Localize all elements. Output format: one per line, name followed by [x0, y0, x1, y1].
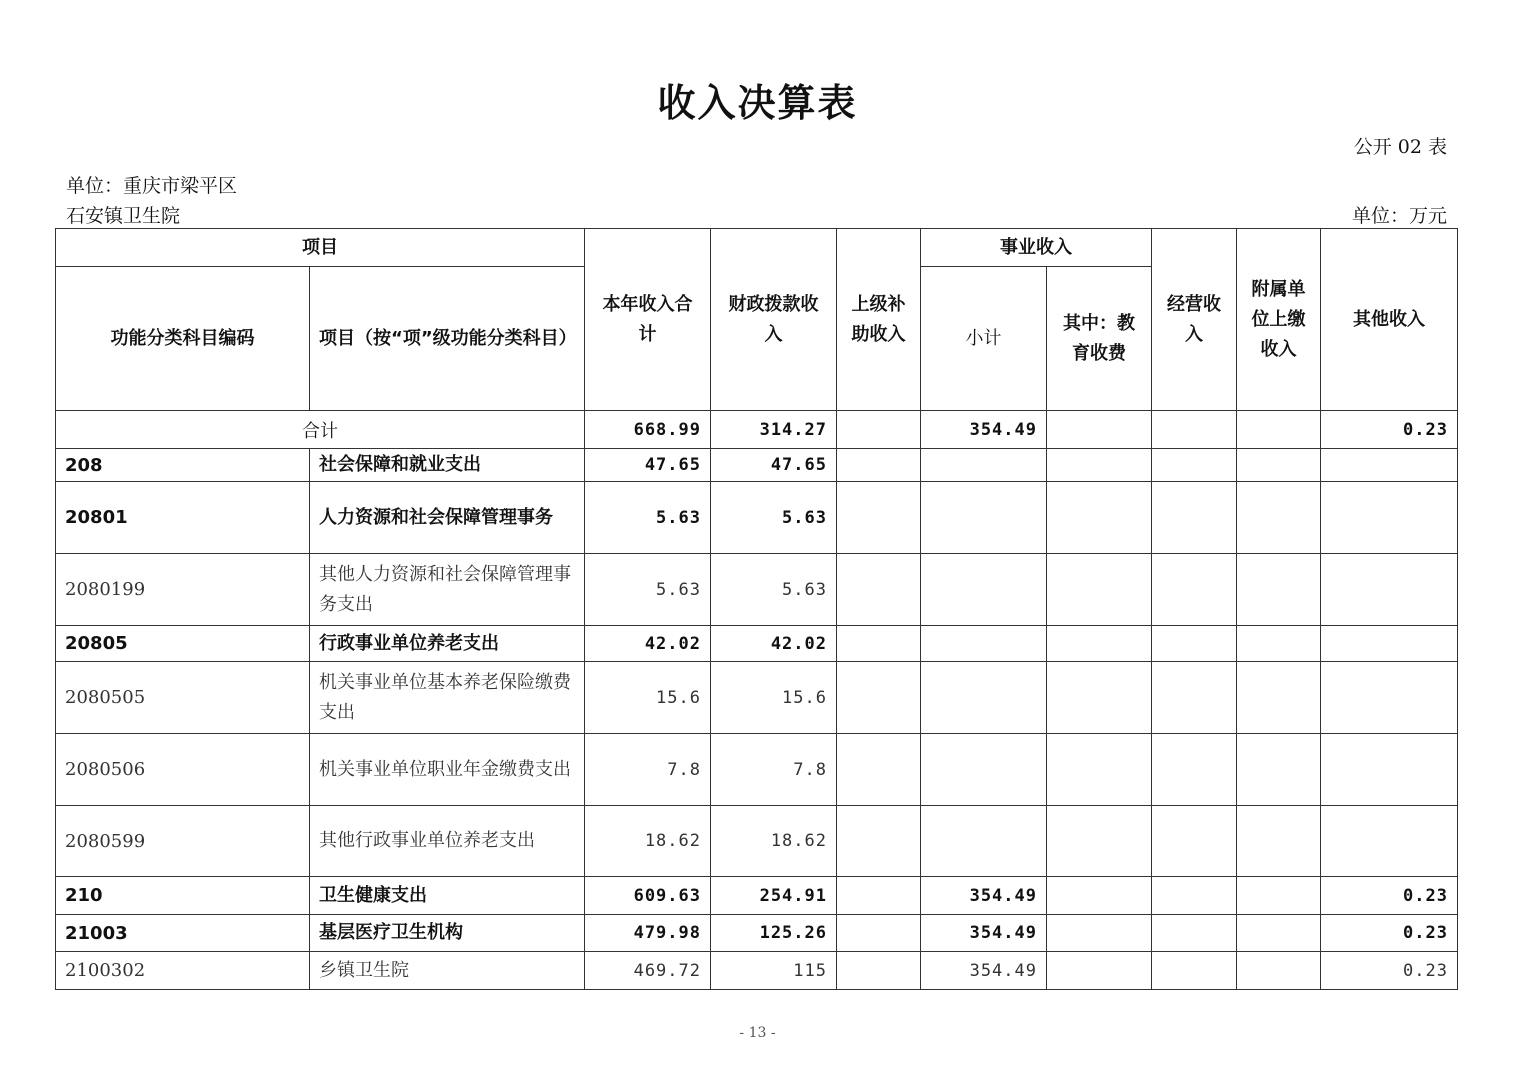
row-cell-superior: [837, 554, 921, 626]
table-row: [56, 806, 1458, 877]
header-superior: 上级补助收入: [837, 229, 921, 411]
table-row: [56, 482, 1458, 554]
row-cell-total: 15.6: [585, 662, 711, 734]
row-cell-operating: [1152, 952, 1237, 990]
header-business-group: 事业收入: [921, 229, 1152, 267]
row-cell-superior: [837, 877, 921, 915]
row-cell-affiliated: [1237, 915, 1321, 952]
row-cell-superior: [837, 482, 921, 554]
row-code: 2080599: [56, 806, 310, 877]
row-name: 机关事业单位基本养老保险缴费支出: [310, 662, 585, 734]
row-name: 基层医疗卫生机构: [310, 915, 585, 952]
row-cell-fiscal: 42.02: [711, 626, 837, 662]
header-other: 其他收入: [1321, 229, 1458, 411]
row-cell-operating: [1152, 734, 1237, 806]
row-cell-operating: [1152, 482, 1237, 554]
row-name: 卫生健康支出: [310, 877, 585, 915]
row-name: 乡镇卫生院: [310, 952, 585, 990]
row-cell-subtotal: 354.49: [921, 915, 1047, 952]
row-name: 行政事业单位养老支出: [310, 626, 585, 662]
row-code: 21003: [56, 915, 310, 952]
row-code: 2080199: [56, 554, 310, 626]
row-cell-education: [1047, 626, 1152, 662]
header-education: 其中：教育收费: [1047, 267, 1152, 411]
row-cell-operating: [1152, 877, 1237, 915]
row-cell-other: [1321, 626, 1458, 662]
row-cell-education: [1047, 554, 1152, 626]
row-cell-other: 0.23: [1321, 952, 1458, 990]
table-row: [56, 734, 1458, 806]
row-cell-education: [1047, 662, 1152, 734]
row-cell-subtotal: [921, 449, 1047, 482]
total-cell-other: 0.23: [1321, 411, 1458, 449]
table-row: [56, 952, 1458, 990]
row-cell-fiscal: 125.26: [711, 915, 837, 952]
total-cell-fiscal: 314.27: [711, 411, 837, 449]
row-cell-operating: [1152, 626, 1237, 662]
page-title: 收入决算表: [657, 81, 858, 125]
table-row: [56, 877, 1458, 915]
row-cell-superior: [837, 734, 921, 806]
row-cell-operating: [1152, 554, 1237, 626]
unit-label-line2: 石安镇卫生院: [66, 205, 181, 227]
row-cell-subtotal: [921, 626, 1047, 662]
row-cell-operating: [1152, 662, 1237, 734]
row-cell-other: [1321, 806, 1458, 877]
total-cell-superior: [837, 411, 921, 449]
row-cell-education: [1047, 915, 1152, 952]
row-cell-fiscal: 47.65: [711, 449, 837, 482]
total-cell-subtotal: 354.49: [921, 411, 1047, 449]
row-cell-fiscal: 254.91: [711, 877, 837, 915]
header-name: 项目（按“项”级功能分类科目）: [310, 267, 585, 411]
row-cell-superior: [837, 915, 921, 952]
row-cell-fiscal: 7.8: [711, 734, 837, 806]
row-cell-fiscal: 5.63: [711, 482, 837, 554]
table-body: [56, 449, 1458, 990]
header-code: 功能分类科目编码: [56, 267, 310, 411]
row-cell-affiliated: [1237, 877, 1321, 915]
row-cell-total: 469.72: [585, 952, 711, 990]
row-cell-total: 42.02: [585, 626, 711, 662]
row-code: 20805: [56, 626, 310, 662]
row-cell-superior: [837, 626, 921, 662]
row-code: 210: [56, 877, 310, 915]
row-cell-total: 609.63: [585, 877, 711, 915]
row-cell-subtotal: [921, 806, 1047, 877]
row-cell-affiliated: [1237, 662, 1321, 734]
row-cell-other: 0.23: [1321, 915, 1458, 952]
row-name: 其他行政事业单位养老支出: [310, 806, 585, 877]
row-code: 2100302: [56, 952, 310, 990]
total-row: [56, 411, 1458, 449]
row-cell-subtotal: 354.49: [921, 952, 1047, 990]
row-cell-superior: [837, 662, 921, 734]
header-subtotal: 小计: [921, 267, 1047, 411]
unit-label-line1: 单位：重庆市梁平区: [66, 175, 238, 197]
row-cell-total: 7.8: [585, 734, 711, 806]
row-cell-affiliated: [1237, 952, 1321, 990]
row-cell-other: [1321, 734, 1458, 806]
row-cell-total: 5.63: [585, 554, 711, 626]
row-cell-affiliated: [1237, 482, 1321, 554]
total-cell-affiliated: [1237, 411, 1321, 449]
row-cell-subtotal: 354.49: [921, 877, 1047, 915]
row-cell-total: 47.65: [585, 449, 711, 482]
row-cell-other: [1321, 482, 1458, 554]
row-cell-affiliated: [1237, 449, 1321, 482]
page-number: - 13 -: [739, 1025, 776, 1041]
income-table: [55, 228, 1458, 990]
row-cell-subtotal: [921, 482, 1047, 554]
row-cell-fiscal: 15.6: [711, 662, 837, 734]
row-cell-operating: [1152, 806, 1237, 877]
table-row: [56, 449, 1458, 482]
form-number: 公开 02 表: [1353, 136, 1447, 158]
row-cell-subtotal: [921, 554, 1047, 626]
total-cell-education: [1047, 411, 1152, 449]
row-cell-education: [1047, 449, 1152, 482]
row-cell-education: [1047, 482, 1152, 554]
row-cell-operating: [1152, 915, 1237, 952]
row-name: 社会保障和就业支出: [310, 449, 585, 482]
currency-unit: 单位：万元: [1351, 205, 1447, 227]
header-affiliated: 附属单位上缴收入: [1237, 229, 1321, 411]
row-cell-affiliated: [1237, 734, 1321, 806]
row-cell-fiscal: 18.62: [711, 806, 837, 877]
row-code: 2080506: [56, 734, 310, 806]
row-cell-subtotal: [921, 662, 1047, 734]
total-label: 合计: [56, 411, 585, 449]
row-name: 人力资源和社会保障管理事务: [310, 482, 585, 554]
row-cell-superior: [837, 952, 921, 990]
row-cell-affiliated: [1237, 626, 1321, 662]
row-cell-superior: [837, 449, 921, 482]
row-cell-education: [1047, 806, 1152, 877]
table-row: [56, 554, 1458, 626]
table-row: [56, 662, 1458, 734]
row-cell-fiscal: 115: [711, 952, 837, 990]
header-total: 本年收入合计: [585, 229, 711, 411]
row-cell-affiliated: [1237, 554, 1321, 626]
table-row: [56, 915, 1458, 952]
table-row: [56, 626, 1458, 662]
row-cell-other: [1321, 662, 1458, 734]
row-cell-education: [1047, 877, 1152, 915]
row-code: 20801: [56, 482, 310, 554]
row-code: 208: [56, 449, 310, 482]
row-cell-education: [1047, 734, 1152, 806]
header-fiscal: 财政拨款收入: [711, 229, 837, 411]
row-code: 2080505: [56, 662, 310, 734]
row-cell-subtotal: [921, 734, 1047, 806]
row-cell-other: [1321, 449, 1458, 482]
row-cell-operating: [1152, 449, 1237, 482]
row-name: 其他人力资源和社会保障管理事务支出: [310, 554, 585, 626]
row-cell-total: 479.98: [585, 915, 711, 952]
row-cell-affiliated: [1237, 806, 1321, 877]
row-cell-total: 5.63: [585, 482, 711, 554]
header-operating: 经营收入: [1152, 229, 1237, 411]
row-cell-other: [1321, 554, 1458, 626]
header-project-group: 项目: [56, 229, 585, 267]
row-name: 机关事业单位职业年金缴费支出: [310, 734, 585, 806]
row-cell-superior: [837, 806, 921, 877]
row-cell-other: 0.23: [1321, 877, 1458, 915]
row-cell-fiscal: 5.63: [711, 554, 837, 626]
row-cell-education: [1047, 952, 1152, 990]
row-cell-total: 18.62: [585, 806, 711, 877]
total-cell-total: 668.99: [585, 411, 711, 449]
total-cell-operating: [1152, 411, 1237, 449]
